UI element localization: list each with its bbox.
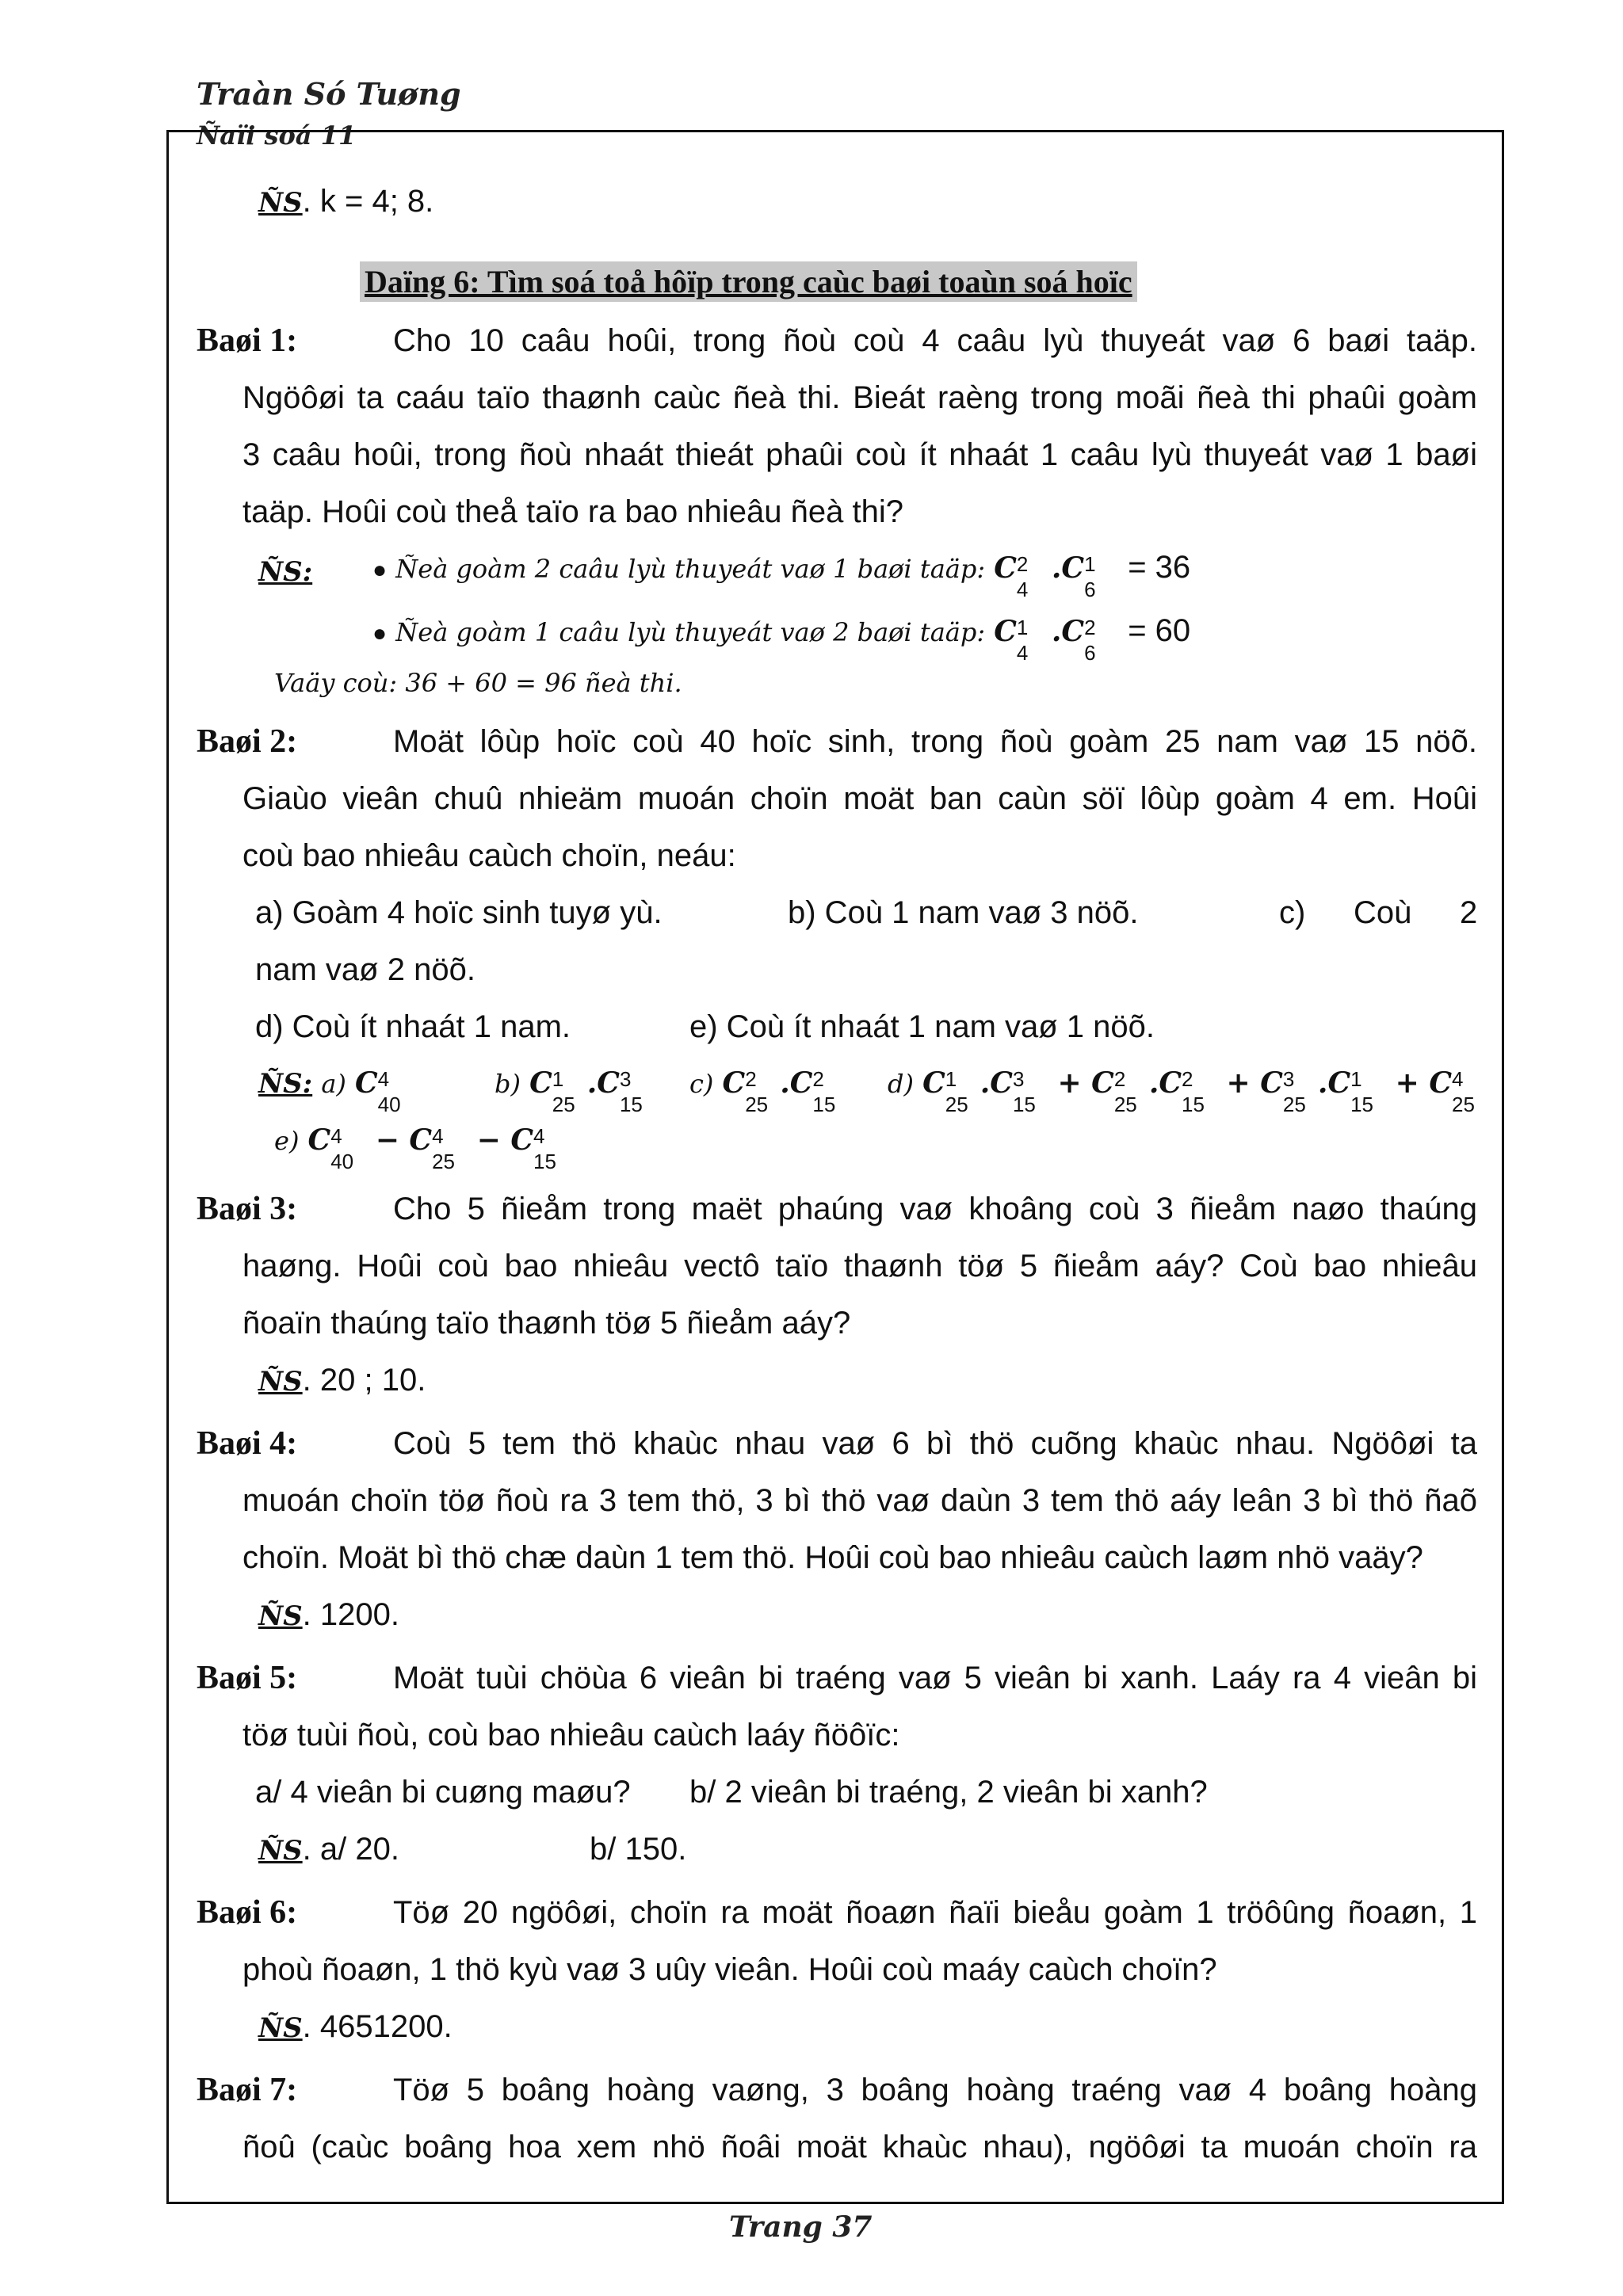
problem-3-line-2: haøng. Hoûi coù bao nhieâu vectô taïo thaønh töø 5 ñieåm aáy? Coù bao nhieâu	[242, 1249, 1477, 1283]
page-number: Trang 37	[729, 2210, 873, 2244]
problem-1-line-3: 3 caâu hoûi, trong ñoù nhaát thieát phaûi coù ít nhaát 1 caâu lyù thuyeát vaø 1 baøi	[242, 437, 1477, 472]
problem-2-part-d: d) Coù ít nhaát 1 nam.	[255, 1009, 571, 1044]
intro-answer	[258, 181, 433, 223]
problem-3-line-1: Cho 5 ñieåm trong maët phaúng vaø khoâng coù 3 ñieåm naøo thaúng	[393, 1192, 1477, 1226]
header-author: Traàn Só Tuøng	[197, 76, 461, 112]
problem-1-line-2: Ngöôøi ta caáu taïo thaønh caùc ñeà thi. Bieát raèng trong moãi ñeà thi phaûi goàm	[242, 380, 1477, 415]
problem-2-line-2: Giaùo vieân chuû nhieäm muoán choïn moät ban caùn söï lôùp goàm 4 em. Hoûi	[242, 781, 1477, 816]
problem-7-line-2: ñoû (caùc boâng hoa xem nhö ñoâi moät khaùc nhau), ngöôøi ta muoán choïn ra	[242, 2130, 1477, 2164]
problem-2-part-b: b) Coù 1 nam vaø 3 nöõ.	[788, 895, 1139, 930]
problem-5-answer-b: b/ 150.	[590, 1832, 687, 1867]
problem-5-part-a: a/ 4 vieân bi cuøng maøu?	[255, 1775, 631, 1810]
problem-1-line-4: taäp. Hoûi coù theå taïo ra bao nhieâu ñeà thi?	[242, 494, 903, 529]
problem-2-answer-d: d) C 1 25 .C 3 15 + C 2 25 .C 2 15 + C 3 25 .C 1 15 + C 4 25	[888, 1066, 1475, 1116]
problem-4-answer: ÑS. 1200.	[258, 1597, 399, 1632]
problem-4-line-2: muoán choïn töø ñoù ra 3 tem thö, 3 bì thö vaø daùn 3 tem thö aáy leân 3 bì thö ñaõ	[242, 1483, 1477, 1518]
section-title: Daïng 6: Tìm soá toå hôïp trong caùc baøi toaùn soá hoïc	[360, 261, 1137, 302]
answer-label: ÑS	[258, 187, 303, 219]
problem-2-part-c-3: 2	[1460, 895, 1478, 930]
problem-1-line-1: Cho 10 caâu hoûi, trong ñoù coù 4 caâu lyù thuyeát vaø 6 baøi taäp.	[393, 323, 1477, 358]
problem-5-label: Baøi 5:	[197, 1660, 298, 1696]
problem-1-total: Vaäy coù: 36 + 60 = 96 ñeà thi.	[274, 668, 682, 698]
problem-1-bullet-2: ● Ñeà goàm 1 caâu lyù thuyeát vaø 2 baøi taäp: C 1 4 .C 2 6 = 60	[372, 613, 1191, 665]
problem-4-label: Baøi 4:	[197, 1425, 298, 1462]
problem-3-answer: ÑS. 20 ; 10.	[258, 1363, 426, 1398]
problem-2-label: Baøi 2:	[197, 723, 298, 760]
problem-5-answer-a: ÑS. a/ 20.	[258, 1832, 399, 1867]
header-subject: Ñaïi soá 11	[197, 120, 357, 151]
problem-5-line-1: Moät tuùi chöùa 6 vieân bi traéng vaø 5 vieân bi xanh. Laáy ra 4 vieân bi	[393, 1661, 1477, 1695]
problem-6-answer: ÑS. 4651200.	[258, 2009, 453, 2044]
problem-2-part-a: a) Goàm 4 hoïc sinh tuyø yù.	[255, 895, 663, 930]
problem-6-line-1: Töø 20 ngöôøi, choïn ra moät ñoaøn ñaïi bieåu goàm 1 tröôûng ñoaøn, 1	[393, 1895, 1477, 1930]
problem-2-answer-b: b) C 1 25 .C 3 15	[495, 1066, 643, 1116]
problem-2-part-e: e) Coù ít nhaát 1 nam vaø 1 nöõ.	[689, 1009, 1155, 1044]
problem-2-part-c-2: Coù	[1354, 895, 1412, 930]
problem-6-line-2: phoù ñoaøn, 1 thö kyù vaø 3 uûy vieân. Hoûi coù maáy caùch choïn?	[242, 1952, 1217, 1987]
problem-7-line-1: Töø 5 boâng hoàng vaøng, 3 boâng hoàng traéng vaø 4 boâng hoàng	[393, 2073, 1477, 2107]
answer-text: . k = 4; 8.	[302, 184, 434, 219]
problem-3-line-3: ñoaïn thaúng taïo thaønh töø 5 ñieåm aáy?	[242, 1306, 851, 1341]
problem-4-line-1: Coù 5 tem thö khaùc nhau vaø 6 bì thö cuõng khaùc nhau. Ngöôøi ta	[393, 1426, 1477, 1461]
problem-5-line-2: töø tuùi ñoù, coù bao nhieâu caùch laáy ñöôïc:	[242, 1718, 900, 1753]
problem-2-part-c-1: c)	[1279, 895, 1306, 930]
problem-5-part-b: b/ 2 vieân bi traéng, 2 vieân bi xanh?	[689, 1775, 1208, 1810]
problem-2-part-c-cont: nam vaø 2 nöõ.	[255, 952, 475, 987]
problem-7-label: Baøi 7:	[197, 2072, 298, 2108]
problem-2-answer-e: e) C 4 40 − C 4 25 − C 4 15	[274, 1123, 556, 1173]
problem-1-bullet-1: ● Ñeà goàm 2 caâu lyù thuyeát vaø 1 baøi taäp: C 2 4 .C 1 6 = 36	[372, 550, 1191, 601]
problem-1-answer-label: ÑS:	[258, 556, 313, 588]
problem-2-line-1: Moät lôùp hoïc coù 40 hoïc sinh, trong ñoù goàm 25 nam vaø 15 nöõ.	[393, 724, 1477, 759]
problem-4-line-3: choïn. Moät bì thö chæ daùn 1 tem thö. Hoûi coù bao nhieâu caùch laøm nhö vaäy?	[242, 1540, 1423, 1575]
problem-1-label: Baøi 1:	[197, 322, 298, 359]
problem-2-answer-c: c) C 2 25 .C 2 15	[689, 1066, 836, 1116]
problem-3-label: Baøi 3:	[197, 1191, 298, 1227]
problem-2-answers: ÑS: a) C 4 40	[258, 1066, 401, 1116]
problem-6-label: Baøi 6:	[197, 1894, 298, 1931]
problem-2-line-3: coù bao nhieâu caùch choïn, neáu:	[242, 838, 736, 873]
